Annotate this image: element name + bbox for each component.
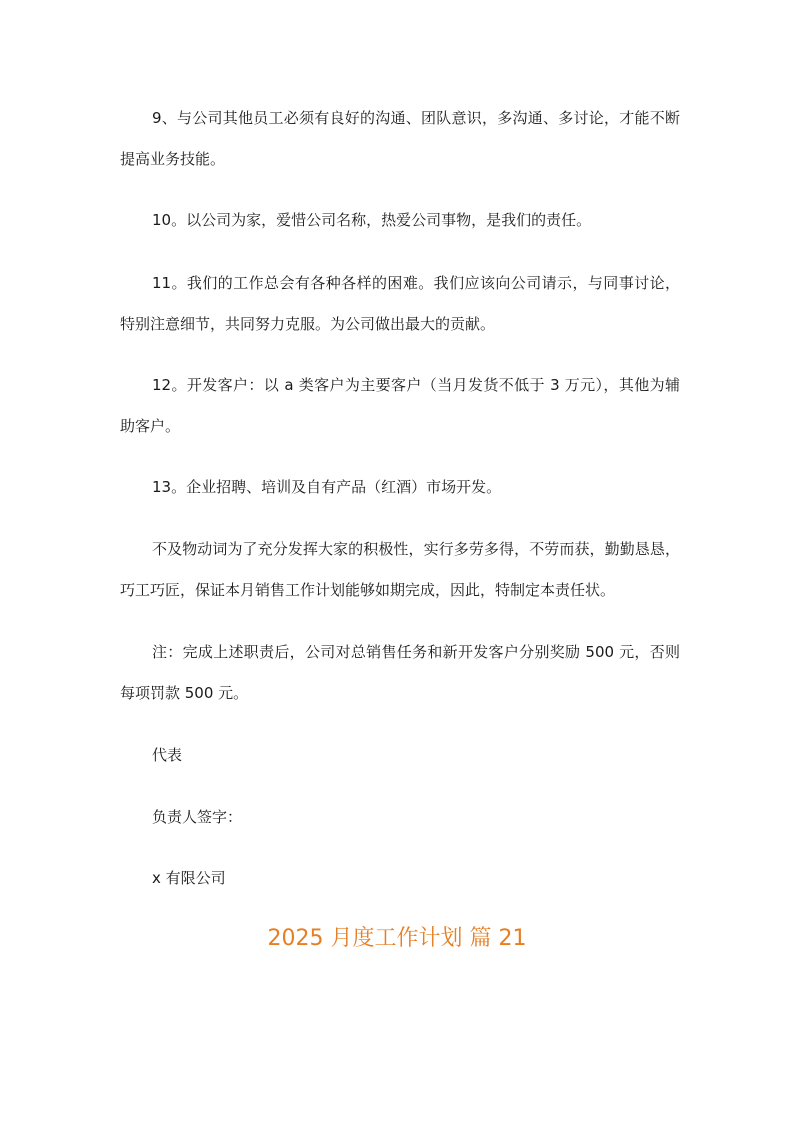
paragraph-item-9: 9、与公司其他员工必须有良好的沟通、团队意识，多沟通、多讨论，才能不断提高业务技能。 (120, 109, 680, 168)
representative-label: 代表 (152, 746, 183, 764)
responsible-signature-label: 负责人签字： (152, 808, 243, 826)
company-name: x 有限公司 (152, 869, 226, 887)
paragraph-item-11: 11。我们的工作总会有各种各样的困难。我们应该向公司请示，与同事讨论，特别注意细节，共同努力克服。为公司做出最大的贡献。 (120, 274, 680, 333)
paragraph-purpose: 不及物动词为了充分发挥大家的积极性，实行多劳多得，不劳而获，勤勤恳恳，巧工巧匠，保证本月销售工作计划能够如期完成，因此，特制定本责任状。 (120, 540, 680, 599)
section-heading: 2025 月度工作计划 篇 21 (267, 926, 527, 951)
paragraph-item-13: 13。企业招聘、培训及自有产品（红酒）市场开发。 (152, 478, 502, 496)
paragraph-item-10: 10。以公司为家，爱惜公司名称，热爱公司事物，是我们的责任。 (152, 211, 592, 229)
paragraph-item-12: 12。开发客户：以 a 类客户为主要客户（当月发货不低于 3 万元），其他为辅助客户。 (120, 376, 680, 435)
paragraph-note: 注：完成上述职责后，公司对总销售任务和新开发客户分别奖励 500 元，否则每项罚款 500 元。 (120, 643, 680, 702)
